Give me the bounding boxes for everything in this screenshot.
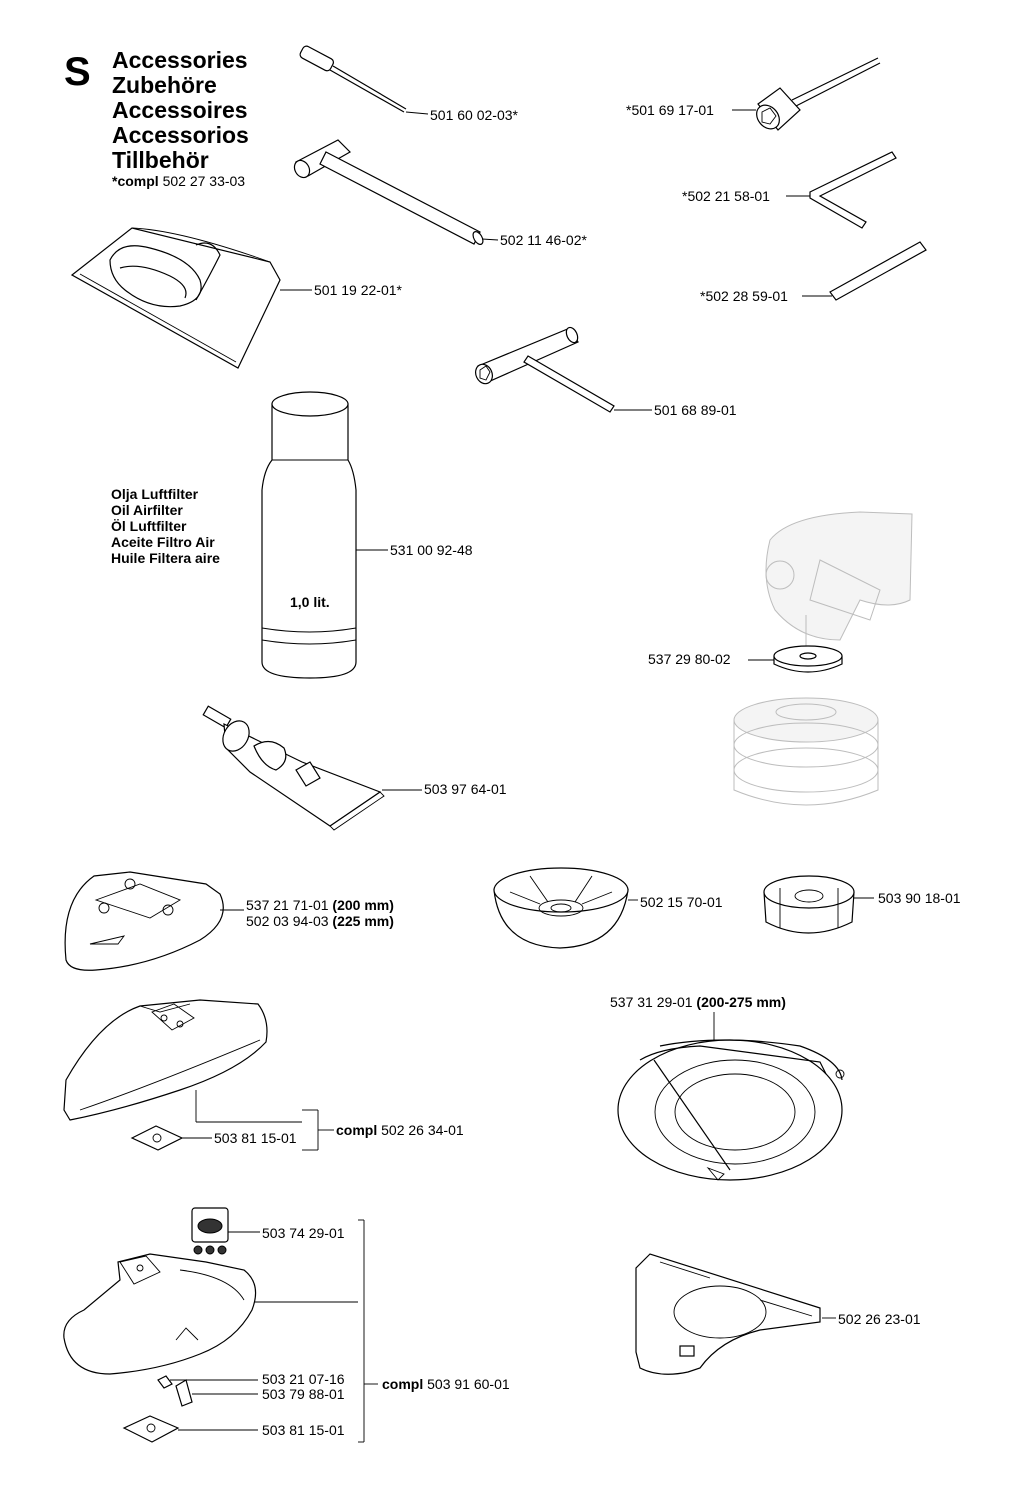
compl-word-1: compl [336,1122,378,1138]
washer-drawing [748,646,842,672]
decal-drawing [192,1208,260,1254]
part-number-502-21-58-01: *502 21 58-01 [682,188,770,204]
part-number-537-31-29-01-text: 537 31 29-01 [610,994,693,1010]
t-wrench-drawing [291,140,498,246]
size-200-275mm: (200-275 mm) [696,994,786,1010]
heading-fr: Accessoires [112,97,248,123]
rod-drawing [802,242,926,300]
part-number-531-00-92-48: 531 00 92-48 [390,542,473,558]
part-number-503-81-15-01-b: 503 81 15-01 [262,1422,345,1438]
part-number-501-68-89-01: 501 68 89-01 [654,402,737,418]
part-number-537-21-71-01-text: 537 21 71-01 [246,897,329,913]
part-number-537-21-71-01 [246,897,394,913]
cup-drawing [494,868,638,948]
part-number-502-03-94-03 [246,913,394,929]
part-number-537-29-80-02: 537 29 80-02 [648,651,731,667]
small-guard-drawing [65,872,244,970]
hub-drawing [764,876,874,933]
compl-503-91-60-01 [382,1376,510,1392]
part-number-502-03-94-03-text: 502 03 94-03 [246,913,329,929]
trimmer-guard-drawing [64,1254,358,1442]
part-number-503-79-88-01: 503 79 88-01 [262,1386,345,1402]
part-number-503-74-29-01: 503 74 29-01 [262,1225,345,1241]
oil-label-sv: Olja Luftfilter [111,486,199,502]
socket-wrench-drawing [732,58,880,133]
blade-guard-drawing [64,1000,302,1150]
compl-number: 502 27 33-03 [162,173,246,189]
part-number-502-11-46-02: 502 11 46-02* [500,232,587,248]
harness-drawing [72,228,312,368]
heading-es: Accessorios [112,122,249,148]
heading-de: Zubehöre [112,72,217,98]
large-trimmer-guard-drawing [618,1012,844,1180]
hex-key-drawing [786,152,896,228]
part-number-502-15-70-01: 502 15 70-01 [640,894,723,910]
grease-tube-drawing [203,706,422,830]
part-number-503-21-07-16: 503 21 07-16 [262,1371,345,1387]
oil-bottle-drawing [262,392,388,678]
heading-en: Accessories [112,47,248,73]
compl-word-2: compl [382,1376,424,1392]
part-number-503-97-64-01: 503 97 64-01 [424,781,507,797]
compl-bracket-2 [358,1220,378,1442]
bottle-volume-label: 1,0 lit. [290,594,330,610]
oil-label-de: Öl Luftfilter [111,518,187,534]
size-200mm: (200 mm) [332,897,394,913]
part-number-503-81-15-01-a: 503 81 15-01 [214,1130,297,1146]
heading-block [112,48,249,189]
part-number-502-26-23-01: 502 26 23-01 [838,1311,921,1327]
part-number-537-31-29-01 [610,994,786,1010]
part-number-501-19-22-01: 501 19 22-01* [314,282,402,298]
compl-502-26-34-01 [336,1122,464,1138]
compl-bracket-1 [302,1110,334,1150]
compl-number-2: 503 91 60-01 [427,1376,510,1392]
compl-note [112,173,249,189]
oil-label-block [111,486,220,566]
compl-number-1: 502 26 34-01 [381,1122,464,1138]
compl-prefix: *compl [112,173,159,189]
part-number-503-90-18-01: 503 90 18-01 [878,890,961,906]
oil-label-en: Oil Airfilter [111,502,183,518]
oil-label-fr: Huile Filtera aire [111,550,220,566]
part-number-501-69-17-01: *501 69 17-01 [626,102,714,118]
part-number-502-28-59-01: *502 28 59-01 [700,288,788,304]
part-number-501-60-02-03: 501 60 02-03* [430,107,518,123]
pin-tool-drawing [299,45,428,114]
size-225mm: (225 mm) [332,913,394,929]
t-socket-wrench-drawing [473,326,652,412]
oil-label-es: Aceite Filtro Air [111,534,215,550]
blade-bracket-drawing [636,1254,836,1374]
section-letter: S [64,50,91,94]
heading-sv: Tillbehör [112,147,209,173]
